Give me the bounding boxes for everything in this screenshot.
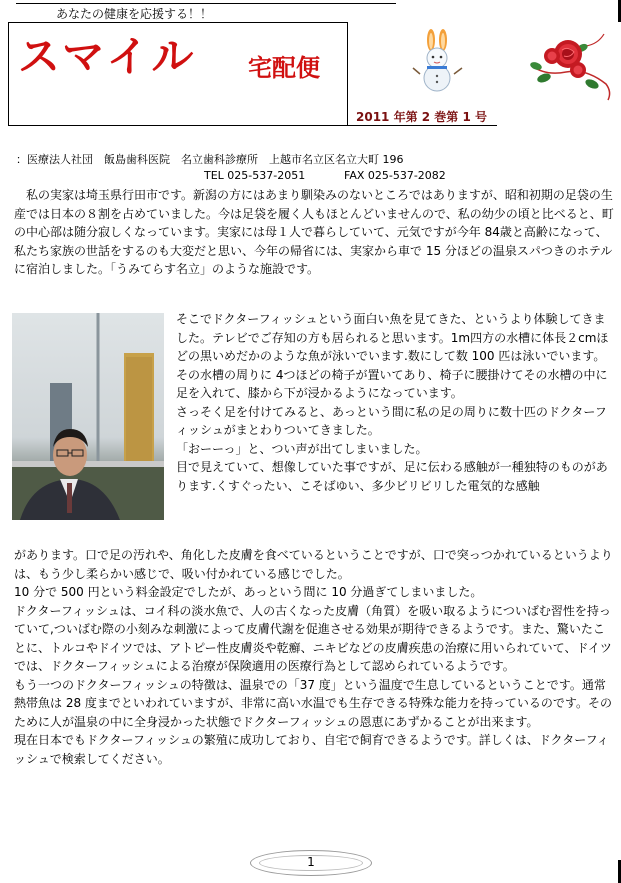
rose-icon	[526, 26, 616, 102]
tagline: あなたの健康を応援する！！	[56, 7, 213, 21]
snowman-bunny-icon	[410, 28, 466, 92]
newsletter-subtitle: 宅配便	[248, 54, 320, 82]
article-text: があります。口で足の汚れや、角化した皮膚を食べているということですが、口で突っつかれているというよりは、もう少し柔らかい感じで、吸い付かれている感じでした。 10 分で 500 円という料金設定でしたが、あっという間に 10 分過ぎてしまいました。 ドクターフィッシュは、コイ科の淡水魚で、人の古くなった皮膚（角質）を吸い取るようについばむ習性を持っていて,ついばむ際の小刻みな刺激によって皮膚代謝を促進させる効果が期待できるようです。また、驚いたことに、トルコやドイツでは、アトピー性皮膚炎や乾癬、ニキビなどの皮膚疾患の治療に用いられていて、ドイツでは、ドクターフィッシュによる治療が保険適用の医療行為として認められているようです。 もう一つのドクターフィッシュの特徴は、温泉での「37 度」という温度で生息しているということです。通常熱帯魚は 28 度までといわれていますが、非常に高い水温でも生存できる特殊な能力を持っているのです。そのために人が温泉の中に全身浸かった状態でドクターフィッシュの恩恵にあずかることが出来ます。 現在日本でもドクターフィッシュの繁殖に成功しており、自宅で飼育できるようです。詳しくは、ドクターフィッシュで検索してください。	[14, 548, 613, 766]
clinic-tel: TEL 025-537-2051	[204, 169, 306, 182]
article-paragraph-intro	[14, 186, 614, 279]
newsletter-title: スマイル	[18, 32, 197, 81]
clinic-address: ：医療法人社団 飯島歯科医院 名立歯科診療所 上越市名立区名立大町 196	[16, 153, 404, 166]
issue-number: 2011 年第 2 巻第 1 号	[356, 110, 487, 124]
article-paragraph-fish	[176, 310, 614, 495]
issue-underline	[347, 125, 497, 126]
article-text: 私の実家は埼玉県行田市です。新潟の方にはあまり馴染みのないところではありますが、昭和初期の足袋の生産では日本の８割を占めていました。今は足袋を履く人もほとんどいませんので、私の幼少の頃と比べると、町の中心部は随分寂しくなっています。実家には母１人で暮らしていて、元気ですが今年 84歳と高齢になって、私たち家族の世話をするのも大変だと思い、今年の帰省には、実家から車で 15 分ほどの温泉スパつきのホテルに宿泊しました。「うみてらす名立」のような施設です。	[14, 188, 614, 276]
header-divider	[347, 22, 348, 126]
article-paragraph-details	[14, 546, 614, 768]
page-number: 1	[307, 855, 315, 869]
article-text: そこでドクターフィッシュという面白い魚を見てきた、というより体験してきました。テレビでご存知の方も居られると思います。1m四方の水槽に体長２cmほどの黒いめだかのような魚が泳いでいます.数にして数 100 匹は泳いでいます。その水槽の周りに 4つほどの椅子が置いてあり、椅子に腰掛けてその水槽の中に足を入れて、膝から下が浸かるようになっています。 さっそく足を付けてみると、あっという間に私の足の周りに数十匹のドクターフィッシュがまとわりついてきました。 「おーーっ」と、つい声が出てしまいました。 目で見えていて、想像していた事ですが、足に伝わる感触が一種独特のものがあります.くすぐったい、こそばゆい、多少ビリビリした電気的な感触	[176, 312, 609, 493]
clinic-fax: FAX 025-537-2082	[344, 169, 446, 182]
author-photo	[12, 313, 164, 520]
header-rule	[16, 3, 396, 4]
